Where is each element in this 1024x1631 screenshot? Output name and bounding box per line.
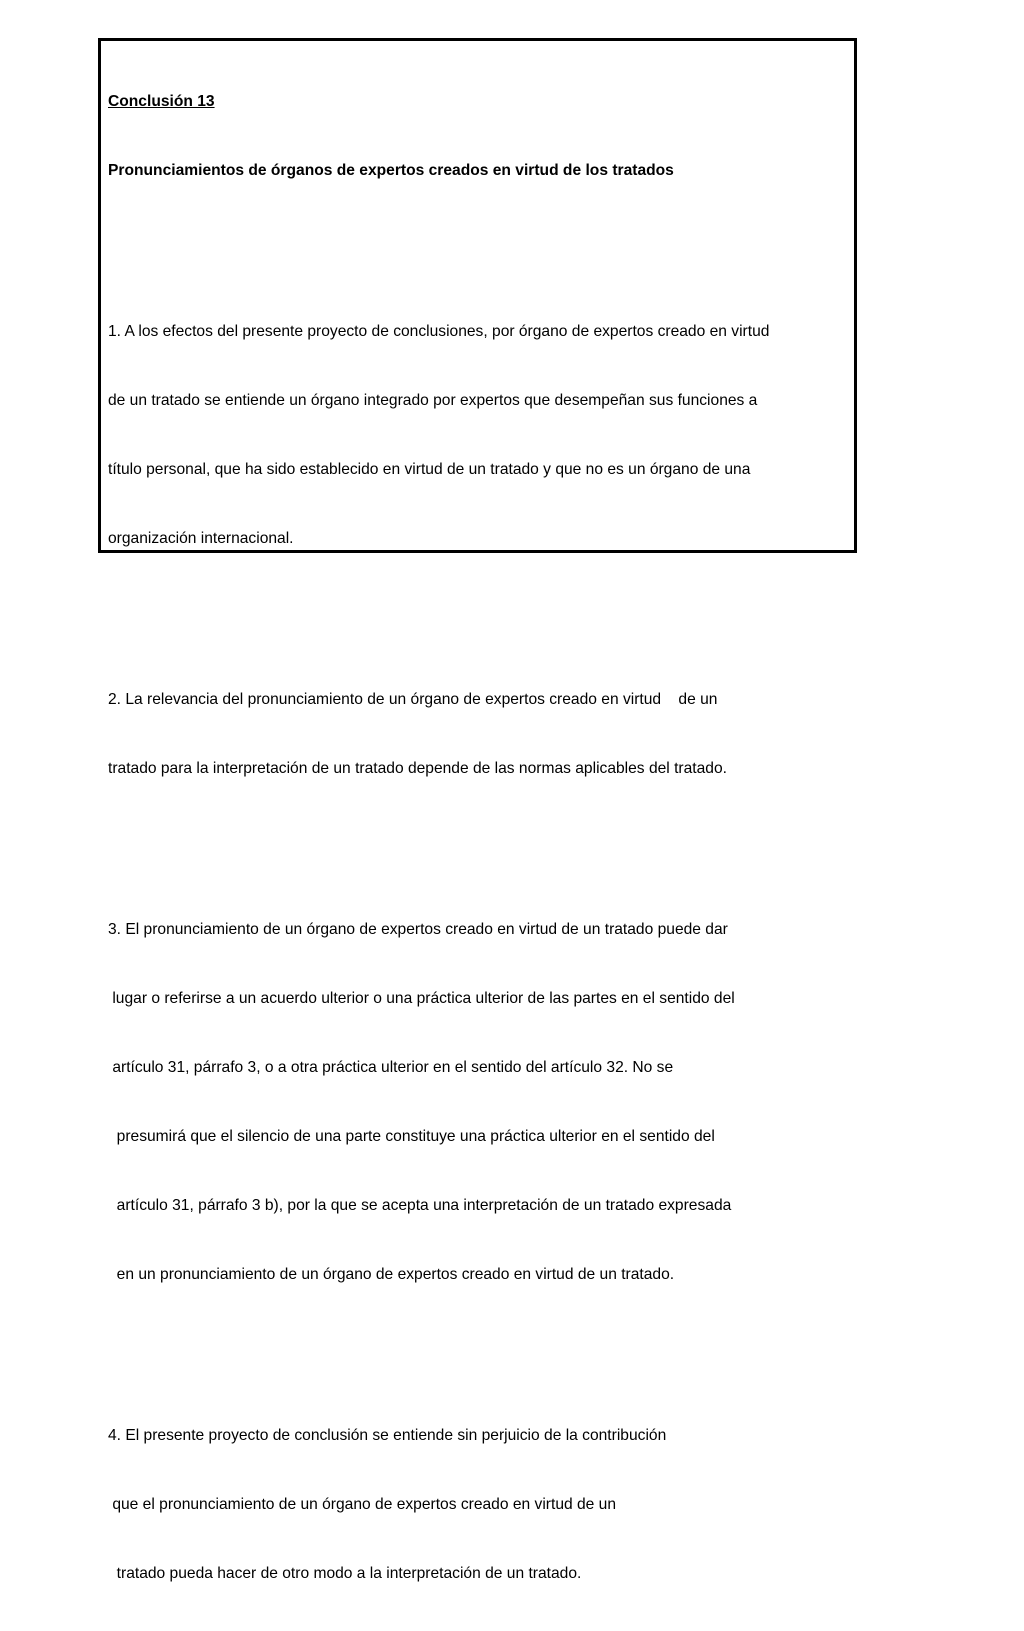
paragraph-2-line: tratado para la interpretación de un tratado depende de las normas aplicables del tratado. <box>108 760 727 777</box>
paragraph-1-line: organización internacional. <box>108 530 294 547</box>
paragraph-4-line: 4. El presente proyecto de conclusión se entiende sin perjuicio de la contribución <box>108 1427 667 1444</box>
conclusion-text <box>108 44 850 1631</box>
paragraph-1-line: 1. A los efectos del presente proyecto de conclusiones, por órgano de expertos creado en virtud <box>108 323 770 340</box>
paragraph-4-line: tratado pueda hacer de otro modo a la interpretación de un tratado. <box>108 1565 582 1582</box>
paragraph-3-line: en un pronunciamiento de un órgano de expertos creado en virtud de un tratado. <box>108 1266 675 1283</box>
paragraph-2-line: 2. La relevancia del pronunciamiento de un órgano de expertos creado en virtud de un <box>108 691 718 708</box>
paragraph-3-line: presumirá que el silencio de una parte constituye una práctica ulterior en el sentido del <box>108 1128 715 1145</box>
conclusion-title: Pronunciamientos de órganos de expertos creados en virtud de los tratados <box>108 162 674 179</box>
paragraph-3-line: artículo 31, párrafo 3, o a otra práctica ulterior en el sentido del artículo 32. No se <box>108 1059 674 1076</box>
paragraph-3-line: lugar o referirse a un acuerdo ulterior o una práctica ulterior de las partes en el sentido del <box>108 990 735 1007</box>
spacer <box>108 596 850 619</box>
paragraph-4-line: que el pronunciamiento de un órgano de expertos creado en virtud de un <box>108 1496 617 1513</box>
slide-frame <box>98 38 857 1582</box>
paragraph-3-line: artículo 31, párrafo 3 b), por la que se acepta una interpretación de un tratado expresada <box>108 1197 732 1214</box>
spacer <box>108 826 850 849</box>
conclusion-number: Conclusión 13 <box>108 93 215 110</box>
spacer <box>108 1332 850 1355</box>
paragraph-3-line: 3. El pronunciamiento de un órgano de expertos creado en virtud de un tratado puede dar <box>108 921 728 938</box>
paragraph-1-line: de un tratado se entiende un órgano integrado por expertos que desempeñan sus funciones a <box>108 392 758 409</box>
paragraph-1-line: título personal, que ha sido establecido en virtud de un tratado y que no es un órgano de una <box>108 461 751 478</box>
spacer <box>108 228 850 251</box>
